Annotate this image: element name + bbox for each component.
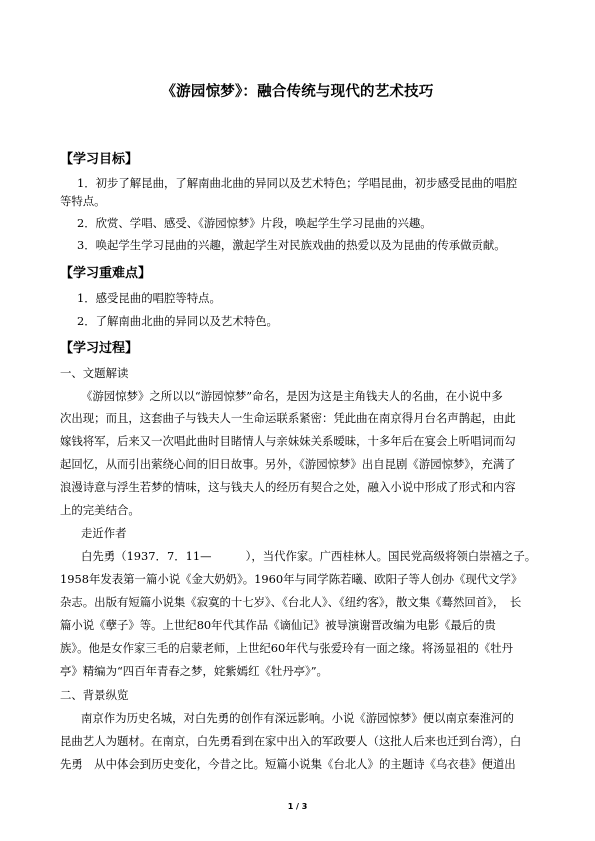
goal-line-1-cont: 等特点。 — [60, 194, 106, 208]
part2-line-2: 昆曲艺人为题材。在南京，白先勇看到在家中出入的军政要人（这批人后来也迁到台湾），白 — [60, 734, 522, 748]
section-heading-goals: 【学习目标】 — [60, 152, 139, 167]
key-point-line-2: 2．了解南曲北曲的异同以及艺术特色。 — [77, 314, 278, 328]
section-heading-process: 【学习过程】 — [60, 341, 139, 356]
key-point-line-1: 1．感受昆曲的唱腔等特点。 — [77, 291, 221, 305]
page-number: 1 / 3 — [287, 802, 308, 811]
author-line-3: 杂志。出版有短篇小说集《寂寞的十七岁》、《台北人》、《纽约客》，散文集《蓦然回首》， 长 — [60, 595, 522, 609]
author-line-2: 1958年发表第一篇小说《金大奶奶》。1960年与同学陈若曦、欧阳子等人创办《现代文学》 — [60, 572, 523, 586]
author-line-4: 篇小说《孽子》等。上世纪80年代其作品《谪仙记》被导演谢晋改编为电影《最后的贵 — [60, 618, 496, 632]
part1-line-2: 次出现；而且，这套曲子与钱夫人一生命运联系紧密：凭此曲在南京得月台名声鹊起，由此 — [60, 411, 516, 425]
part1-line-3: 嫁钱将军，后来又一次唱此曲时目睹情人与亲妹妹关系暧昧，十多年后在宴会上听唱词而勾 — [60, 434, 516, 448]
author-line-5: 族》。他是女作家三毛的启蒙老师，上世纪60年代与张爱玲有一面之缘。将汤显祖的《牡丹 — [60, 641, 514, 655]
part1-line-6: 上的完美结合。 — [60, 503, 140, 517]
part1-title: 一、文题解读 — [60, 366, 129, 380]
part2-line-1: 南京作为历史名城，对白先勇的创作有深远影响。小说《游园惊梦》便以南京秦淮河的 — [81, 711, 514, 725]
part1-line-4: 起回忆，从而引出萦绕心间的旧日故事。另外，《游园惊梦》出自昆剧《游园惊梦》，充满了 — [60, 457, 516, 471]
goal-line-1: 1．初步了解昆曲，了解南曲北曲的异同以及艺术特色；学唱昆曲，初步感受昆曲的唱腔 — [77, 176, 518, 190]
part2-title: 二、背景纵览 — [60, 688, 129, 702]
goal-line-2: 2．欣赏、学唱、感受、《游园惊梦》片段，唤起学生学习昆曲的兴趣。 — [77, 216, 432, 230]
part1-line-5: 浪漫诗意与浮生若梦的情味，这与钱夫人的经历有契合之处，融入小说中形成了形式和内容 — [60, 480, 516, 494]
goal-line-3: 3．唤起学生学习昆曲的兴趣，激起学生对民族戏曲的热爱以及为昆曲的传承做贡献。 — [77, 238, 506, 252]
part1-line-1: 《游园惊梦》之所以以“游园惊梦”命名，是因为这是主角钱夫人的名曲，在小说中多 — [81, 389, 503, 403]
part2-line-3: 先勇 从中体会到历史变化，今昔之比。短篇小说集《台北人》的主题诗《乌衣巷》便道出 — [60, 757, 516, 771]
document-title: 《游园惊梦》：融合传统与现代的艺术技巧 — [161, 84, 434, 100]
author-line-1: 白先勇（1937．7．11— ），当代作家。广西桂林人。国民党高级将领白崇禧之子。 — [81, 549, 537, 563]
section-heading-key-points: 【学习重难点】 — [60, 266, 152, 281]
author-line-6: 亭》精编为“四百年青春之梦，姹紫嫣红《牡丹亭》”。 — [60, 664, 328, 678]
author-title: 走近作者 — [81, 526, 127, 540]
